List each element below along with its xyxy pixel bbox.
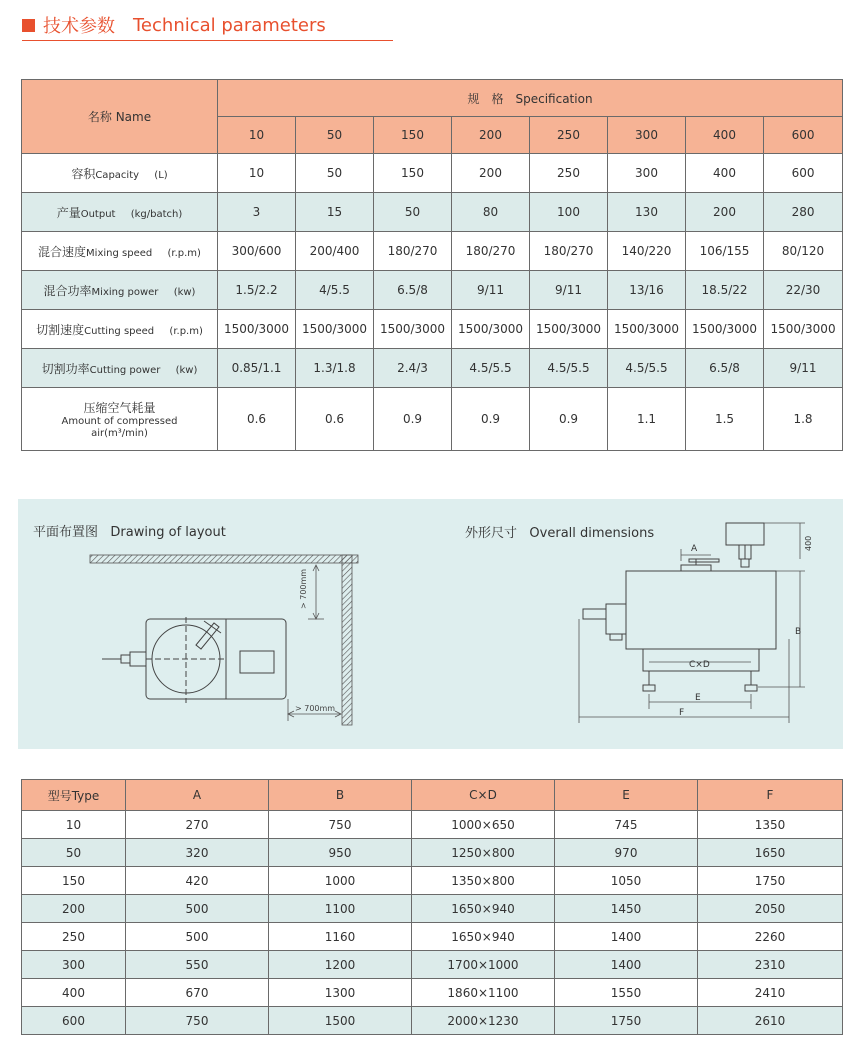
layout-panel <box>18 499 843 749</box>
dims-cell: 2310 <box>698 951 843 979</box>
dims-table <box>21 779 843 1035</box>
machine-elevation <box>583 523 776 691</box>
spec-cell: 50 <box>374 193 452 232</box>
layout-dim-horizontal: > 700mm <box>295 704 336 713</box>
row-label-unit: air(m³/min) <box>91 427 148 439</box>
spec-row-label <box>22 154 218 193</box>
spec-cell: 0.9 <box>452 388 530 451</box>
spec-cell: 300/600 <box>218 232 296 271</box>
spec-row-label <box>22 193 218 232</box>
spec-column-header: 400 <box>686 117 764 154</box>
dims-cell: 1350×800 <box>412 867 555 895</box>
row-label-cn: 混合速度 <box>38 244 87 259</box>
spec-row-label <box>22 388 218 451</box>
dims-cell: 750 <box>269 811 412 839</box>
dims-cell: 150 <box>22 867 126 895</box>
row-label-en: Cutting speed <box>84 325 155 337</box>
spec-cell: 9/11 <box>452 271 530 310</box>
spec-row-label <box>22 310 218 349</box>
dims-cell: 320 <box>126 839 269 867</box>
dims-cell: 270 <box>126 811 269 839</box>
spec-row <box>22 271 843 310</box>
dims-cell: 1400 <box>555 923 698 951</box>
spec-column-header: 50 <box>296 117 374 154</box>
spec-row-label <box>22 349 218 388</box>
spec-cell: 1.8 <box>764 388 843 451</box>
spec-cell: 1.3/1.8 <box>296 349 374 388</box>
dims-row <box>22 1007 843 1035</box>
row-label-unit: (r.p.m) <box>167 247 201 259</box>
spec-cell: 18.5/22 <box>686 271 764 310</box>
spec-table <box>21 79 843 451</box>
spec-header: 规 格 Specification <box>218 80 843 117</box>
spec-cell: 200 <box>686 193 764 232</box>
spec-cell: 50 <box>296 154 374 193</box>
spec-cell: 0.6 <box>218 388 296 451</box>
spec-row-label <box>22 271 218 310</box>
spec-cell: 4.5/5.5 <box>452 349 530 388</box>
header-underline <box>22 40 393 41</box>
dims-row <box>22 895 843 923</box>
row-label-en: Cutting power <box>89 364 161 376</box>
spec-cell: 1500/3000 <box>374 310 452 349</box>
spec-cell: 15 <box>296 193 374 232</box>
spec-cell: 4/5.5 <box>296 271 374 310</box>
spec-cell: 600 <box>764 154 843 193</box>
dims-cell: 50 <box>22 839 126 867</box>
spec-cell: 1500/3000 <box>452 310 530 349</box>
dims-cell: 500 <box>126 895 269 923</box>
overall-drawing <box>443 499 843 749</box>
dims-header-cell: 型号Type <box>22 780 126 811</box>
row-label-en: Capacity <box>95 169 140 181</box>
dims-cell: 1100 <box>269 895 412 923</box>
dims-row <box>22 867 843 895</box>
dims-header-cell: B <box>269 780 412 811</box>
dims-cell: 2050 <box>698 895 843 923</box>
row-label-unit: (L) <box>154 169 168 181</box>
spec-cell: 250 <box>530 154 608 193</box>
spec-cell: 1.5/2.2 <box>218 271 296 310</box>
spec-cell: 1.1 <box>608 388 686 451</box>
spec-cell: 1500/3000 <box>608 310 686 349</box>
row-label-unit: (kw) <box>175 364 198 376</box>
spec-cell: 0.85/1.1 <box>218 349 296 388</box>
dims-cell: 750 <box>126 1007 269 1035</box>
dims-cell: 1300 <box>269 979 412 1007</box>
spec-cell: 130 <box>608 193 686 232</box>
spec-cell: 0.9 <box>374 388 452 451</box>
spec-cell: 180/270 <box>530 232 608 271</box>
spec-cell: 200 <box>452 154 530 193</box>
layout-drawing <box>18 499 418 749</box>
spec-cell: 1500/3000 <box>686 310 764 349</box>
dims-row <box>22 811 843 839</box>
spec-cell: 140/220 <box>608 232 686 271</box>
dim-label-b: B <box>795 627 802 637</box>
spec-cell: 9/11 <box>764 349 843 388</box>
spec-column-header: 600 <box>764 117 843 154</box>
spec-column-header: 250 <box>530 117 608 154</box>
dims-cell: 2000×1230 <box>412 1007 555 1035</box>
dims-header-row <box>22 780 843 811</box>
overall-title-cn: 外形尺寸 <box>465 526 518 541</box>
layout-dim-vertical: > 700mm <box>299 568 308 609</box>
overall-title-en: Overall dimensions <box>529 526 655 541</box>
dims-cell: 950 <box>269 839 412 867</box>
dims-cell: 2410 <box>698 979 843 1007</box>
spec-cell: 180/270 <box>452 232 530 271</box>
spec-cell: 3 <box>218 193 296 232</box>
dim-label-cd: C×D <box>689 660 710 670</box>
name-header: 名称 Name <box>22 80 218 154</box>
spec-cell: 9/11 <box>530 271 608 310</box>
spec-cell: 80/120 <box>764 232 843 271</box>
row-label-cn: 切割功率 <box>41 361 90 376</box>
row-label-en: Mixing power <box>91 286 159 298</box>
spec-cell: 2.4/3 <box>374 349 452 388</box>
row-label-en: Output <box>80 208 116 220</box>
dims-cell: 1000 <box>269 867 412 895</box>
dims-cell: 200 <box>22 895 126 923</box>
spec-cell: 4.5/5.5 <box>608 349 686 388</box>
dims-cell: 1250×800 <box>412 839 555 867</box>
dims-cell: 1860×1100 <box>412 979 555 1007</box>
dims-cell: 10 <box>22 811 126 839</box>
dims-cell: 2610 <box>698 1007 843 1035</box>
dims-cell: 1650×940 <box>412 895 555 923</box>
dims-cell: 600 <box>22 1007 126 1035</box>
spec-cell: 1500/3000 <box>530 310 608 349</box>
layout-title-en: Drawing of layout <box>110 525 226 540</box>
row-label-cn: 产量 <box>56 205 81 220</box>
row-label-cn: 容积 <box>71 166 96 181</box>
spec-row <box>22 349 843 388</box>
dims-header-cell: C×D <box>412 780 555 811</box>
dims-cell: 300 <box>22 951 126 979</box>
spec-column-header: 200 <box>452 117 530 154</box>
spec-row <box>22 193 843 232</box>
spec-cell: 1500/3000 <box>764 310 843 349</box>
dims-cell: 420 <box>126 867 269 895</box>
spec-row <box>22 310 843 349</box>
dims-cell: 670 <box>126 979 269 1007</box>
spec-row <box>22 232 843 271</box>
spec-cell: 13/16 <box>608 271 686 310</box>
spec-cell: 1500/3000 <box>296 310 374 349</box>
dims-header-cell: A <box>126 780 269 811</box>
dims-cell: 1000×650 <box>412 811 555 839</box>
spec-cell: 400 <box>686 154 764 193</box>
spec-cell: 180/270 <box>374 232 452 271</box>
spec-column-header: 10 <box>218 117 296 154</box>
dims-cell: 1050 <box>555 867 698 895</box>
dims-header-cell: F <box>698 780 843 811</box>
spec-row-label <box>22 232 218 271</box>
dim-label-a: A <box>691 544 698 554</box>
spec-row <box>22 154 843 193</box>
dim-label-400: 400 <box>804 535 813 551</box>
dims-cell: 1160 <box>269 923 412 951</box>
dims-header-cell: E <box>555 780 698 811</box>
row-label-cn: 切割速度 <box>36 322 85 337</box>
dims-cell: 970 <box>555 839 698 867</box>
dims-cell: 550 <box>126 951 269 979</box>
dims-cell: 1750 <box>698 867 843 895</box>
spec-cell: 0.9 <box>530 388 608 451</box>
dims-cell: 1500 <box>269 1007 412 1035</box>
dims-cell: 1650×940 <box>412 923 555 951</box>
dim-label-e: E <box>695 693 701 703</box>
row-label-en: Mixing speed <box>86 247 153 259</box>
row-label-unit: (r.p.m) <box>169 325 203 337</box>
dims-row <box>22 839 843 867</box>
dims-cell: 2260 <box>698 923 843 951</box>
dims-cell: 1200 <box>269 951 412 979</box>
row-label-cn: 混合功率 <box>43 283 92 298</box>
spec-cell: 1.5 <box>686 388 764 451</box>
spec-cell: 1500/3000 <box>218 310 296 349</box>
header-square-icon <box>22 19 35 32</box>
dims-cell: 250 <box>22 923 126 951</box>
spec-cell: 4.5/5.5 <box>530 349 608 388</box>
dims-row <box>22 923 843 951</box>
header-title-cn: 技术参数 <box>43 16 115 37</box>
dims-cell: 1750 <box>555 1007 698 1035</box>
dims-cell: 1650 <box>698 839 843 867</box>
dims-cell: 1350 <box>698 811 843 839</box>
dims-row <box>22 951 843 979</box>
row-label-en: Amount of compressed <box>61 415 178 427</box>
spec-cell: 100 <box>530 193 608 232</box>
spec-row <box>22 388 843 451</box>
spec-cell: 106/155 <box>686 232 764 271</box>
dims-cell: 1400 <box>555 951 698 979</box>
spec-column-header: 300 <box>608 117 686 154</box>
row-label-unit: (kw) <box>173 286 196 298</box>
dims-row <box>22 979 843 1007</box>
section-header <box>22 12 326 38</box>
spec-cell: 300 <box>608 154 686 193</box>
spec-cell: 200/400 <box>296 232 374 271</box>
machine-plan <box>102 617 286 703</box>
dims-cell: 1550 <box>555 979 698 1007</box>
dims-cell: 500 <box>126 923 269 951</box>
layout-title-cn: 平面布置图 <box>33 525 99 540</box>
spec-cell: 150 <box>374 154 452 193</box>
row-label-cn: 压缩空气耗量 <box>83 400 156 415</box>
spec-cell: 80 <box>452 193 530 232</box>
dims-cell: 745 <box>555 811 698 839</box>
spec-cell: 280 <box>764 193 843 232</box>
spec-cell: 0.6 <box>296 388 374 451</box>
header-title-en: Technical parameters <box>133 14 326 36</box>
spec-column-header: 150 <box>374 117 452 154</box>
dims-cell: 1700×1000 <box>412 951 555 979</box>
dims-cell: 400 <box>22 979 126 1007</box>
dim-label-f: F <box>679 708 685 718</box>
spec-cell: 6.5/8 <box>374 271 452 310</box>
spec-cell: 10 <box>218 154 296 193</box>
row-label-unit: (kg/batch) <box>130 208 183 220</box>
dims-cell: 1450 <box>555 895 698 923</box>
spec-cell: 6.5/8 <box>686 349 764 388</box>
spec-cell: 22/30 <box>764 271 843 310</box>
